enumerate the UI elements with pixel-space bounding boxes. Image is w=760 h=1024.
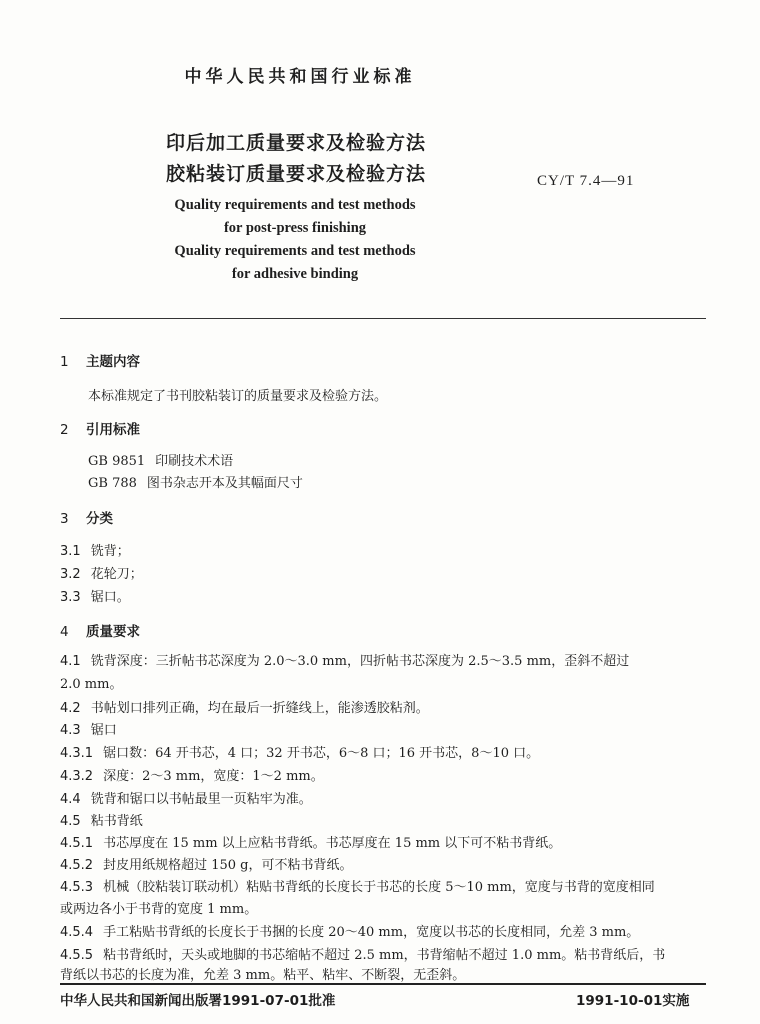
item-text: 铣背深度：三折帖书芯深度为 2.0～3.0 mm，四折帖书芯深度为 2.5～3.5 mm，歪斜不超过	[90, 654, 630, 669]
item-text: 锯口。	[90, 590, 130, 605]
item-continuation: 2.0 mm。	[60, 677, 123, 692]
item-continuation: 或两边各小于书背的宽度 1 mm。	[60, 902, 258, 917]
item-text: 书芯厚度在 15 mm 以上应粘书背纸。书芯厚度在 15 mm 以下可不粘书背纸。	[103, 836, 562, 851]
item-number: 4.5.5	[60, 948, 94, 963]
title-en-line-4: for adhesive binding	[231, 266, 359, 282]
section-number: 2	[60, 422, 69, 438]
list-item	[60, 854, 352, 873]
title-cn-line-2: 胶粘装订质量要求及检验方法	[165, 163, 426, 185]
item-text: 机械（胶粘装订联动机）粘贴书背纸的长度长于书芯的长度 5～10 mm，宽度与书背的宽度相同	[103, 880, 655, 895]
section-title: 引用标准	[86, 422, 140, 438]
footer-divider	[60, 983, 706, 985]
section-heading-2	[60, 418, 140, 438]
title-en-line-3: Quality requirements and test methods	[174, 243, 416, 259]
section-heading-3	[60, 507, 113, 527]
item-text: 粘书背纸	[90, 814, 143, 829]
reference-name: 图书杂志开本及其幅面尺寸	[146, 476, 303, 491]
list-item	[60, 921, 639, 940]
list-item	[60, 876, 655, 895]
reference-name: 印刷技术术语	[155, 454, 234, 469]
section-title: 质量要求	[86, 624, 140, 640]
list-item	[60, 563, 143, 582]
standard-code: CY/T 7.4—91	[537, 173, 635, 189]
item-text: 铣背和锯口以书帖最里一页粘牢为准。	[90, 792, 312, 807]
item-continuation: 背纸以书芯的长度为准，允差 3 mm。粘平、粘牢、不断裂，无歪斜。	[60, 968, 466, 983]
item-number: 4.3.2	[60, 769, 94, 784]
list-item	[60, 719, 117, 738]
approval-statement: 中华人民共和国新闻出版署1991-07-01批准	[60, 993, 336, 1009]
item-text: 粘书背纸时，天头或地脚的书芯缩帖不超过 2.5 mm，书背缩帖不超过 1.0 mm。粘书背纸后，书	[103, 948, 666, 963]
item-number: 3.2	[60, 567, 81, 582]
item-number: 4.5	[60, 814, 81, 829]
section-number: 4	[60, 624, 69, 640]
list-item	[60, 944, 665, 963]
standard-type-heading: 中华人民共和国行业标准	[184, 67, 416, 87]
item-text: 手工粘贴书背纸的长度长于书捆的长度 20～40 mm，宽度以书芯的长度相同，允差 3 mm。	[103, 925, 640, 940]
reference-item	[88, 472, 303, 491]
reference-code: GB 788	[88, 476, 137, 491]
section-heading-4	[60, 620, 140, 640]
list-item	[60, 765, 324, 784]
list-item	[60, 810, 143, 829]
header-divider	[60, 318, 706, 319]
section-number: 3	[60, 511, 69, 527]
section-title: 主题内容	[86, 354, 140, 370]
item-number: 3.3	[60, 590, 81, 605]
item-text: 书帖划口排列正确，均在最后一折缝线上，能渗透胶粘剂。	[90, 701, 429, 716]
item-number: 3.1	[60, 544, 81, 559]
item-number: 4.5.2	[60, 858, 94, 873]
list-item	[60, 742, 539, 761]
list-item	[60, 697, 429, 716]
item-number: 4.3.1	[60, 746, 94, 761]
item-text: 花轮刀；	[90, 567, 143, 582]
reference-code: GB 9851	[88, 454, 146, 469]
list-item	[60, 540, 130, 559]
section-number: 1	[60, 354, 69, 370]
effective-date: 1991-10-01实施	[576, 993, 690, 1009]
item-number: 4.2	[60, 701, 81, 716]
reference-item	[88, 450, 233, 469]
item-text: 深度：2～3 mm，宽度：1～2 mm。	[103, 769, 324, 784]
item-number: 4.5.4	[60, 925, 94, 940]
list-item	[60, 650, 629, 669]
section-heading-1	[60, 350, 140, 370]
item-text: 封皮用纸规格超过 150 g，可不粘书背纸。	[103, 858, 353, 873]
title-cn-line-1: 印后加工质量要求及检验方法	[165, 132, 426, 154]
list-item	[60, 586, 130, 605]
item-text: 铣背；	[90, 544, 130, 559]
list-item	[60, 832, 561, 851]
item-number: 4.5.1	[60, 836, 94, 851]
item-text: 锯口	[90, 723, 117, 738]
section-1-body: 本标准规定了书刊胶粘装订的质量要求及检验方法。	[88, 389, 388, 404]
item-number: 4.1	[60, 654, 81, 669]
item-number: 4.4	[60, 792, 81, 807]
section-title: 分类	[86, 511, 113, 527]
list-item	[60, 788, 312, 807]
title-en-line-1: Quality requirements and test methods	[174, 197, 416, 213]
item-number: 4.5.3	[60, 880, 94, 895]
item-text: 锯口数：64 开书芯，4 口；32 开书芯，6～8 口；16 开书芯，8～10 口。	[103, 746, 540, 761]
title-en-line-2: for post-press finishing	[223, 220, 367, 236]
item-number: 4.3	[60, 723, 81, 738]
